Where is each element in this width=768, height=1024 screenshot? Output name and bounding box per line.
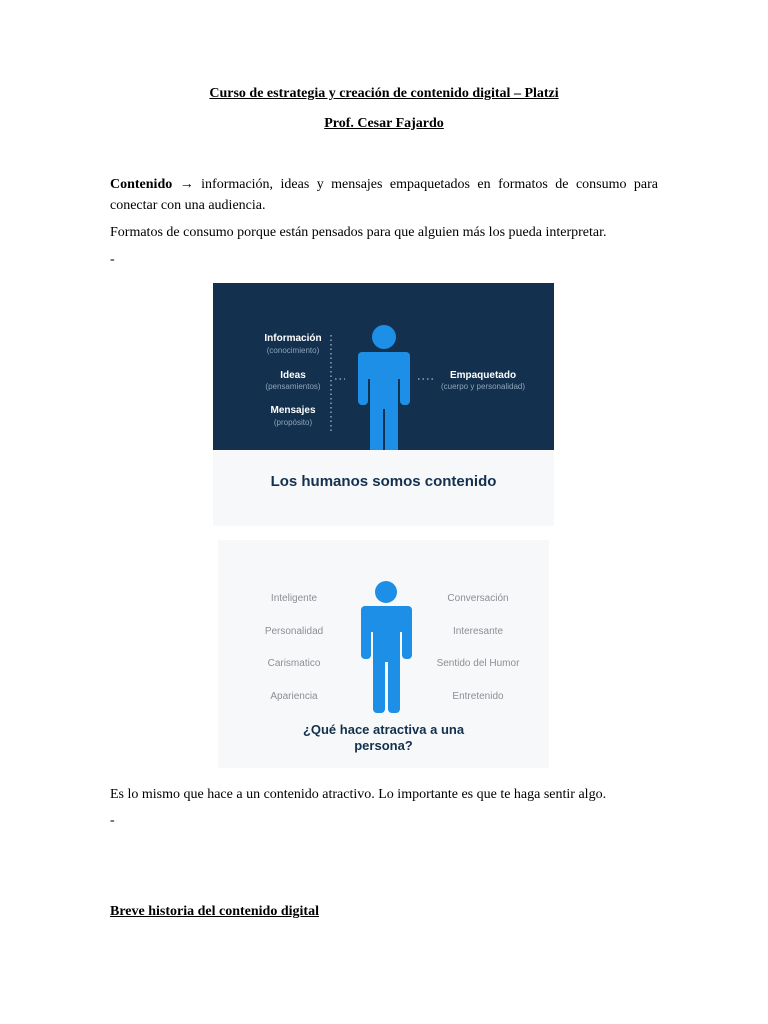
slide-dark-panel — [213, 283, 554, 450]
label-empaquetado: Empaquetado — [449, 370, 517, 381]
trait-carismatico: Carismatico — [267, 658, 321, 669]
label-mensajes: Mensajes — [270, 405, 316, 416]
definition-text: información, ideas y mensajes empaquetados en formatos de consumo para conectar con una audiencia. — [110, 177, 659, 213]
label-ideas: Ideas — [280, 370, 306, 381]
arrow-symbol: → — [179, 177, 194, 192]
trait-personalidad: Personalidad — [264, 626, 324, 637]
trait-entretenido: Entretenido — [452, 691, 504, 702]
label-informacion: Información — [264, 333, 322, 344]
paragraph-formatos: Formatos de consumo porque están pensados para que alguien más los pueda interpretar. — [110, 225, 607, 240]
slide1-caption: Los humanos somos contenido — [270, 473, 497, 490]
person-icon — [358, 325, 410, 450]
trait-inteligente: Inteligente — [270, 593, 318, 604]
slide2-caption: ¿Qué hace atractiva a una persona? — [302, 722, 465, 753]
slide2-graphics — [218, 540, 549, 720]
sub-cuerpo-personalidad: (cuerpo y personalidad) — [440, 382, 526, 391]
sub-conocimiento: (conocimiento) — [266, 346, 320, 355]
trait-interesante: Interesante — [452, 626, 504, 637]
slide-atractiva-persona — [218, 540, 549, 768]
section-heading: Breve historia del contenido digital — [110, 904, 319, 919]
dash-marker: - — [110, 252, 115, 267]
slide-humanos-contenido — [213, 283, 554, 526]
document-title: Curso de estrategia y creación de contenido digital – Platzi — [209, 86, 559, 101]
person-icon — [361, 581, 412, 713]
slide1-graphics — [213, 283, 554, 450]
trait-apariencia: Apariencia — [270, 691, 318, 702]
dash-marker: - — [110, 813, 115, 828]
paragraph-contenido-atractivo: Es lo mismo que hace a un contenido atractivo. Lo importante es que te haga sentir algo. — [110, 787, 607, 802]
document-author: Prof. Cesar Fajardo — [324, 116, 444, 131]
paragraph-contenido-definition — [110, 174, 658, 216]
trait-conversacion: Conversación — [447, 593, 509, 604]
term-contenido: Contenido — [110, 177, 173, 192]
sub-proposito: (propósito) — [273, 418, 313, 427]
trait-sentido-del-humor: Sentido del Humor — [436, 658, 520, 669]
sub-pensamientos: (pensamientos) — [265, 382, 321, 391]
